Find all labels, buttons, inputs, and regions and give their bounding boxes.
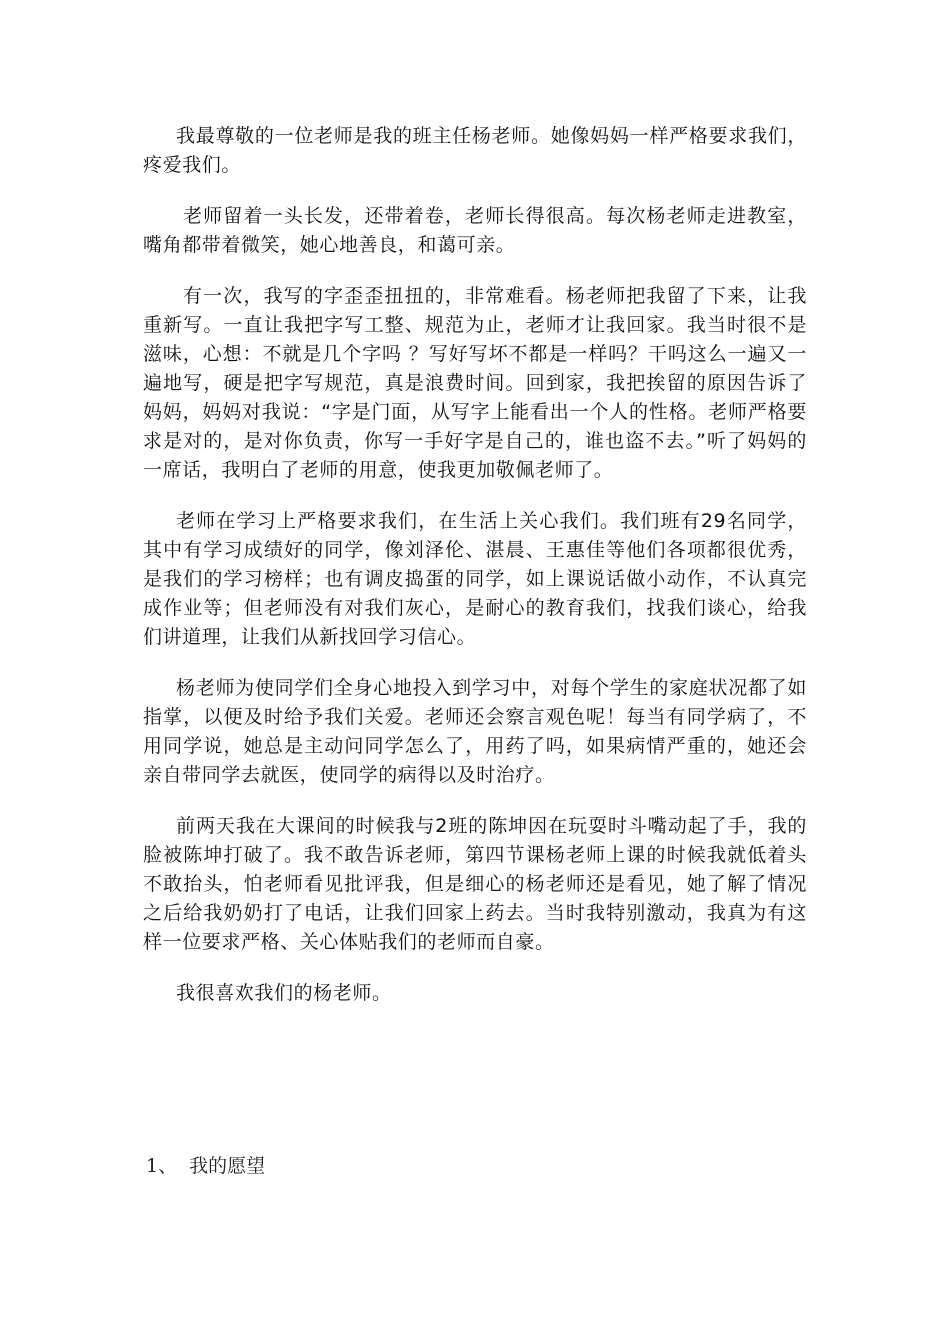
paragraph-care: 杨老师为使同学们全身心地投入到学习中，对每个学生的家庭状况都了如指掌，以便及时给予我们关爱。老师还会察言观色呢！每当有同学病了，不用同学说，她总是主动问同学怎么了，用药了吗，如果病情严重的，她还会亲自带同学去就医，使同学的病得以及时治疗。 <box>143 677 807 786</box>
paragraph-intro: 我最尊敬的一位老师是我的班主任杨老师。她像妈妈一样严格要求我们，疼爱我们。 <box>143 125 807 176</box>
list-item-title: 我的愿望 <box>189 1155 266 1177</box>
paragraph-conclusion: 我很喜欢我们的杨老师。 <box>176 982 392 1004</box>
list-item-heading <box>146 1152 265 1180</box>
list-item-number: 1、 <box>146 1155 178 1177</box>
essay-body <box>143 122 807 1030</box>
paragraph-study-and-life: 老师在学习上严格要求我们，在生活上关心我们。我们班有29名同学，其中有学习成绩好的同学，像刘泽伦、湛晨、王惠佳等他们各项都很优秀，是我们的学习榜样；也有调皮捣蛋的同学，如上课说话做小动作，不认真完成作业等；但老师没有对我们灰心，是耐心的教育我们，找我们谈心，给我们讲道理，让我们从新找回学习信心。 <box>143 510 807 648</box>
paragraph-handwriting-story: 有一次，我写的字歪歪扭扭的，非常难看。杨老师把我留了下来，让我重新写。一直让我把字写工整、规范为止，老师才让我回家。我当时很不是滋味，心想：不就是几个字吗 ？写好写坏不都是一样吗？干吗这么一遍又一遍地写，硬是把字写规范，真是浪费时间。回到家，我把挨留的原因告诉了妈妈，妈妈对我说：“字是门面，从写字上能看出一个人的性格。老师严格要求是对的，是对你负责，你写一手好字是自己的，谁也盗不去。”听了妈妈的一席话，我明白了老师的用意，使我更加敬佩老师了。 <box>143 285 807 481</box>
paragraph-appearance: 老师留着一头长发，还带着卷，老师长得很高。每次杨老师走进教室，嘴角都带着微笑，她心地善良，和蔼可亲。 <box>143 205 807 256</box>
paragraph-fight-story: 前两天我在大课间的时候我与2班的陈坤因在玩耍时斗嘴动起了手，我的脸被陈坤打破了。我不敢告诉老师，第四节课杨老师上课的时候我就低着头不敢抬头，怕老师看见批评我，但是细心的杨老师还是看见，她了解了情况之后给我奶奶打了电话，让我们回家上药去。当时我特别激动，我真为有这样一位要求严格、关心体贴我们的老师而自豪。 <box>143 815 807 953</box>
